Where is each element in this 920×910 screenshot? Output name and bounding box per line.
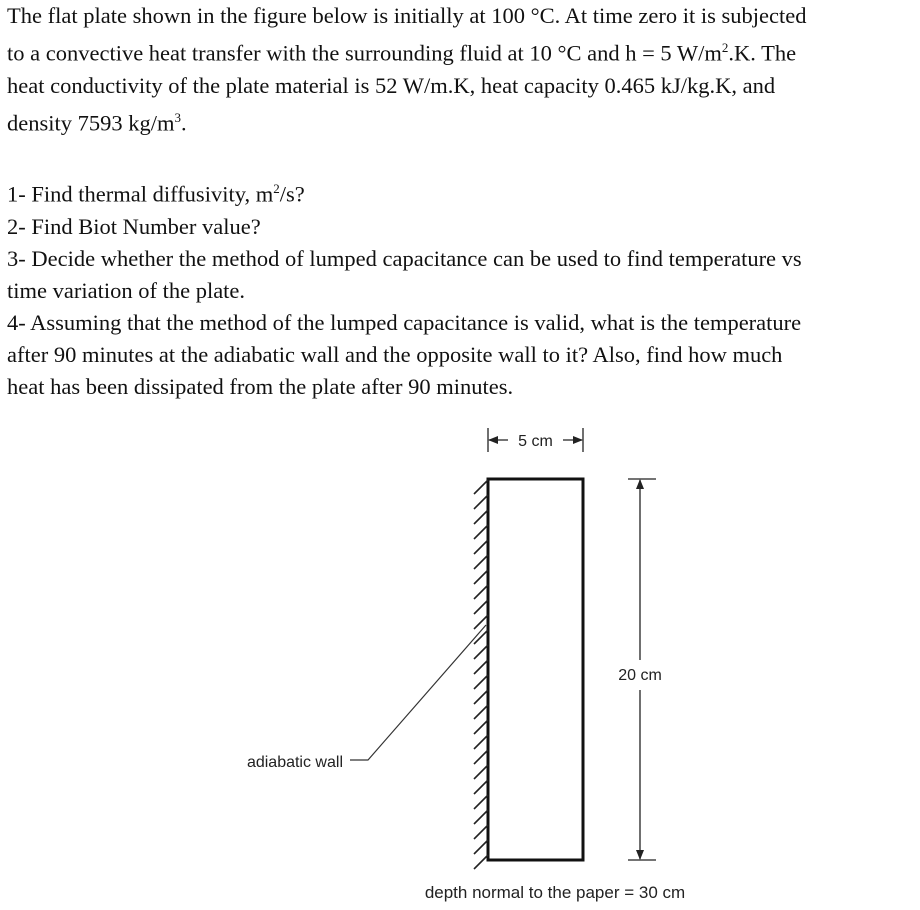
- hatch-tick: [474, 570, 488, 584]
- question-2: 2- Find Biot Number value?: [7, 213, 261, 239]
- question-1-tail: /s?: [279, 181, 305, 207]
- wall-leader-line: [350, 625, 486, 760]
- superscript-2: 2: [721, 40, 729, 55]
- hatch-tick: [474, 735, 488, 749]
- superscript-3: 3: [174, 109, 181, 125]
- hatch-tick: [474, 495, 488, 509]
- width-label: 5 cm: [518, 433, 553, 450]
- plate-rectangle: [488, 479, 583, 860]
- superscript-2b: 2: [273, 181, 280, 196]
- intro-line-1: The flat plate shown in the figure below is initially at 100 °C. At time zero it is subjected: [7, 3, 807, 28]
- intro-line-2-tail: .K. The: [728, 40, 797, 66]
- hatch-tick: [474, 510, 488, 524]
- hatch-tick: [474, 795, 488, 809]
- hatch-tick: [474, 690, 488, 704]
- hatch-tick: [474, 555, 488, 569]
- hatch-tick: [474, 675, 488, 689]
- hatch-tick: [474, 705, 488, 719]
- intro-line-2-text: to a convective heat transfer with the surrounding fluid at 10 °C and h = 5 W/m: [7, 40, 722, 66]
- question-4-line-3: heat has been dissipated from the plate after 90 minutes.: [7, 373, 514, 399]
- hatch-tick: [474, 780, 488, 794]
- question-3-line-2: time variation of the plate.: [7, 277, 246, 303]
- depth-label: depth normal to the paper = 30 cm: [424, 883, 686, 902]
- hatch-tick: [474, 615, 488, 629]
- hatch-tick: [474, 525, 488, 539]
- hatch-tick: [474, 720, 488, 734]
- hatch-tick: [474, 540, 488, 554]
- question-4-line-1: 4- Assuming that the method of the lumped capacitance is valid, what is the temperature: [7, 309, 802, 335]
- hatch-tick: [474, 645, 488, 659]
- question-4-line-2: after 90 minutes at the adiabatic wall and the opposite wall to it? Also, find how much: [7, 341, 783, 367]
- hatch-tick: [474, 660, 488, 674]
- wall-label: adiabatic wall: [246, 754, 343, 771]
- intro-line-4-text: density 7593 kg/m: [7, 110, 175, 135]
- intro-line-4-tail: .: [181, 110, 187, 135]
- hatch-tick: [474, 810, 488, 824]
- hatch-tick: [474, 825, 488, 839]
- question-1-text: 1- Find thermal diffusivity, m: [7, 181, 274, 207]
- hatch-tick: [474, 600, 488, 614]
- question-3-line-1: 3- Decide whether the method of lumped capacitance can be used to find temperature vs: [7, 245, 802, 271]
- intro-line-3: heat conductivity of the plate material is 52 W/m.K, heat capacity 0.465 kJ/kg.K, and: [7, 72, 776, 98]
- hatch-tick: [474, 480, 488, 494]
- height-label: 20 cm: [618, 667, 662, 684]
- hatch-tick: [474, 585, 488, 599]
- hatch-tick: [474, 750, 488, 764]
- hatch-tick: [474, 840, 488, 854]
- wall-hatching: [474, 480, 488, 869]
- hatch-tick: [474, 855, 488, 869]
- hatch-tick: [474, 765, 488, 779]
